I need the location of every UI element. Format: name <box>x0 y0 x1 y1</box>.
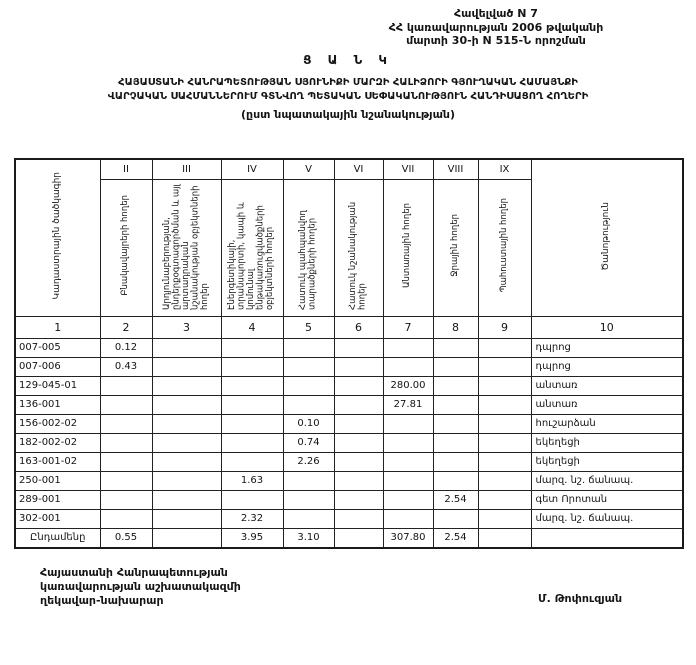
cell-value <box>433 471 478 490</box>
cell-cadastral-code: 156-002-02 <box>15 414 100 433</box>
cell-cadastral-code: 289-001 <box>15 490 100 509</box>
cell-value <box>334 414 383 433</box>
cell-value <box>478 338 531 357</box>
cell-value <box>334 509 383 528</box>
header-protected-lands: Հատուկ պահպանվող տարածքների հողեր <box>283 179 334 316</box>
cell-value <box>433 376 478 395</box>
cell-value: 2.54 <box>433 490 478 509</box>
cell-value <box>433 433 478 452</box>
total-note <box>531 528 683 548</box>
cell-value <box>283 509 334 528</box>
appendix-line: ՀՀ կառավարության 2006 թվականի <box>388 20 604 34</box>
cell-value <box>433 414 478 433</box>
header-water-lands: Ջրային հողեր <box>433 179 478 316</box>
cell-value <box>283 395 334 414</box>
appendix-line: մարտի 30-ի N 515-Ն որոշման <box>406 34 586 47</box>
cell-cadastral-code: 136-001 <box>15 395 100 414</box>
cell-value <box>383 471 433 490</box>
cell-value <box>433 357 478 376</box>
total-value: 3.95 <box>221 528 283 548</box>
cell-value <box>152 395 221 414</box>
column-number: 10 <box>531 316 683 338</box>
column-numbers-row <box>15 316 683 338</box>
table-row <box>15 490 683 509</box>
table-row <box>15 414 683 433</box>
cell-value <box>221 414 283 433</box>
cell-note: եկեղեցի <box>531 452 683 471</box>
cell-value <box>478 433 531 452</box>
appendix-line: Հավելված N 7 <box>454 7 538 20</box>
table-row <box>15 395 683 414</box>
cell-value <box>152 471 221 490</box>
header-numeral: V <box>283 159 334 179</box>
cell-value: 2.32 <box>221 509 283 528</box>
total-value: 3.10 <box>283 528 334 548</box>
cell-value <box>100 471 152 490</box>
cell-value <box>100 509 152 528</box>
column-number: 5 <box>283 316 334 338</box>
document-title-line1: ՀԱՅԱՍՏԱՆԻ ՀԱՆՐԱՊԵՏՈՒԹՅԱՆ ՍՅՈՒՆԻՔԻ ՄԱՐԶԻ ՀԱԼԻՁՈՐԻ ԳՅՈՒՂԱԿԱՆ ՀԱՄԱՅՆՔԻ <box>118 77 578 88</box>
cell-value: 0.74 <box>283 433 334 452</box>
cell-value <box>221 433 283 452</box>
cell-note: դպրոց <box>531 357 683 376</box>
cell-value <box>433 452 478 471</box>
header-industrial-lands: Արդյունաբերության, ընդերքօգտագործման և այլ արտադրական նշանակության օբյեկտների հողեր <box>152 179 221 316</box>
column-number: 6 <box>334 316 383 338</box>
cell-note: դպրոց <box>531 338 683 357</box>
cell-value <box>221 490 283 509</box>
cell-value: 0.12 <box>100 338 152 357</box>
table-row <box>15 433 683 452</box>
cell-value: 1.63 <box>221 471 283 490</box>
cell-value <box>152 433 221 452</box>
cell-value <box>152 509 221 528</box>
cell-value <box>383 433 433 452</box>
cell-value <box>283 376 334 395</box>
cell-cadastral-code: 163-001-02 <box>15 452 100 471</box>
header-infrastructure-lands: Էներգետիկայի, տրանսպորտի, կապի և կոմունալ ենթակառուցվածքների օբյեկտների հողեր <box>221 179 283 316</box>
cell-value <box>478 395 531 414</box>
cell-note: մարզ. նշ. ճանապ. <box>531 471 683 490</box>
cell-value <box>433 338 478 357</box>
cell-value <box>433 509 478 528</box>
column-number: 8 <box>433 316 478 338</box>
cell-value <box>478 357 531 376</box>
header-numeral: VIII <box>433 159 478 179</box>
header-settlement-lands: Բնակավայրերի հողեր <box>100 179 152 316</box>
cell-value <box>433 395 478 414</box>
cell-cadastral-code: 250-001 <box>15 471 100 490</box>
column-number: 3 <box>152 316 221 338</box>
document-heading: Ց Ա Ն Կ <box>303 53 393 67</box>
cell-value <box>383 414 433 433</box>
total-value <box>334 528 383 548</box>
cell-value <box>221 357 283 376</box>
column-number: 7 <box>383 316 433 338</box>
cell-value <box>152 490 221 509</box>
cell-value <box>221 452 283 471</box>
cell-note: մարզ. նշ. ճանապ. <box>531 509 683 528</box>
cell-cadastral-code: 007-006 <box>15 357 100 376</box>
table-row <box>15 452 683 471</box>
cell-value <box>334 471 383 490</box>
header-numeral: II <box>100 159 152 179</box>
signatory-office-line: ղեկավար-նախարար <box>40 594 164 607</box>
cell-note: եկեղեցի <box>531 433 683 452</box>
cell-value <box>100 433 152 452</box>
column-number: 4 <box>221 316 283 338</box>
cell-value <box>334 357 383 376</box>
cell-note: հուշարձան <box>531 414 683 433</box>
cell-value <box>221 338 283 357</box>
column-number: 2 <box>100 316 152 338</box>
cell-value: 2.26 <box>283 452 334 471</box>
cell-cadastral-code: 302-001 <box>15 509 100 528</box>
document-title-line2: ՎԱՐՉԱԿԱՆ ՍԱՀՄԱՆՆԵՐՈՒՄ ԳՏՆՎՈՂ ՊԵՏԱԿԱՆ ՍԵՓԱԿԱՆՈՒԹՅՈՒՆ ՀԱՆԴԻՍԱՑՈՂ ՀՈՂԵՐԻ <box>107 91 589 102</box>
header-special-purpose-lands: Հատուկ նշանակության հողեր <box>334 179 383 316</box>
cell-note: անտառ <box>531 376 683 395</box>
header-note <box>531 159 683 316</box>
cell-value <box>383 357 433 376</box>
cell-value <box>383 338 433 357</box>
cell-value <box>478 376 531 395</box>
cell-value <box>100 452 152 471</box>
cell-value <box>283 490 334 509</box>
header-numeral: IX <box>478 159 531 179</box>
cell-value <box>478 509 531 528</box>
cell-value <box>334 376 383 395</box>
cell-value <box>100 395 152 414</box>
table-row <box>15 357 683 376</box>
table-row <box>15 376 683 395</box>
cell-value <box>221 395 283 414</box>
cell-cadastral-code: 182-002-02 <box>15 433 100 452</box>
table-row <box>15 471 683 490</box>
total-value: 2.54 <box>433 528 478 548</box>
cell-value <box>152 452 221 471</box>
cell-value: 0.10 <box>283 414 334 433</box>
cell-value <box>383 509 433 528</box>
cell-value: 0.43 <box>100 357 152 376</box>
table-row <box>15 338 683 357</box>
total-value: 307.80 <box>383 528 433 548</box>
cell-value <box>283 357 334 376</box>
cell-value <box>383 452 433 471</box>
cell-value: 27.81 <box>383 395 433 414</box>
header-cadastral-code <box>15 159 100 316</box>
land-registry-table <box>14 158 684 549</box>
signatory-office-line: կառավարության աշխատակազմի <box>40 580 241 593</box>
cell-value <box>478 452 531 471</box>
cell-value <box>152 376 221 395</box>
header-numeral: VI <box>334 159 383 179</box>
cell-cadastral-code: 007-005 <box>15 338 100 357</box>
cell-value <box>383 490 433 509</box>
total-value <box>152 528 221 548</box>
cell-value <box>152 414 221 433</box>
cell-value <box>478 490 531 509</box>
cell-value <box>334 338 383 357</box>
header-numerals-row <box>15 159 683 179</box>
header-numeral: IV <box>221 159 283 179</box>
column-number: 1 <box>15 316 100 338</box>
cell-note: գետ Որոտան <box>531 490 683 509</box>
header-numeral: III <box>152 159 221 179</box>
signatory-name: Մ. Թոփուզյան <box>538 592 623 605</box>
document-subtitle: (ըստ նպատակային նշանակության) <box>241 108 455 121</box>
cell-value <box>152 338 221 357</box>
header-cadastral-code-label: Կադաստրային ծածկագիր <box>52 172 62 300</box>
column-number: 9 <box>478 316 531 338</box>
table-row <box>15 509 683 528</box>
cell-value <box>334 433 383 452</box>
header-forest-lands: Անտառային հողեր <box>383 179 433 316</box>
signatory-office <box>40 566 241 608</box>
cell-value <box>334 490 383 509</box>
cell-value <box>478 414 531 433</box>
cell-value <box>221 376 283 395</box>
total-label: Ընդամենը <box>15 528 100 548</box>
cell-note: անտառ <box>531 395 683 414</box>
cell-value <box>100 376 152 395</box>
cell-value: 280.00 <box>383 376 433 395</box>
header-note-label: Ծանոթություն <box>601 201 611 271</box>
cell-value <box>334 452 383 471</box>
cell-value <box>334 395 383 414</box>
cell-value <box>478 471 531 490</box>
header-numeral: VII <box>383 159 433 179</box>
cell-cadastral-code: 129-045-01 <box>15 376 100 395</box>
total-row <box>15 528 683 548</box>
signatory-office-line: Հայաստանի Հանրապետության <box>40 566 228 579</box>
total-value <box>478 528 531 548</box>
total-value: 0.55 <box>100 528 152 548</box>
cell-value <box>283 471 334 490</box>
appendix-reference <box>300 7 692 48</box>
header-reserve-lands: Պահուստային հողեր <box>478 179 531 316</box>
cell-value <box>152 357 221 376</box>
cell-value <box>100 414 152 433</box>
cell-value <box>283 338 334 357</box>
cell-value <box>100 490 152 509</box>
